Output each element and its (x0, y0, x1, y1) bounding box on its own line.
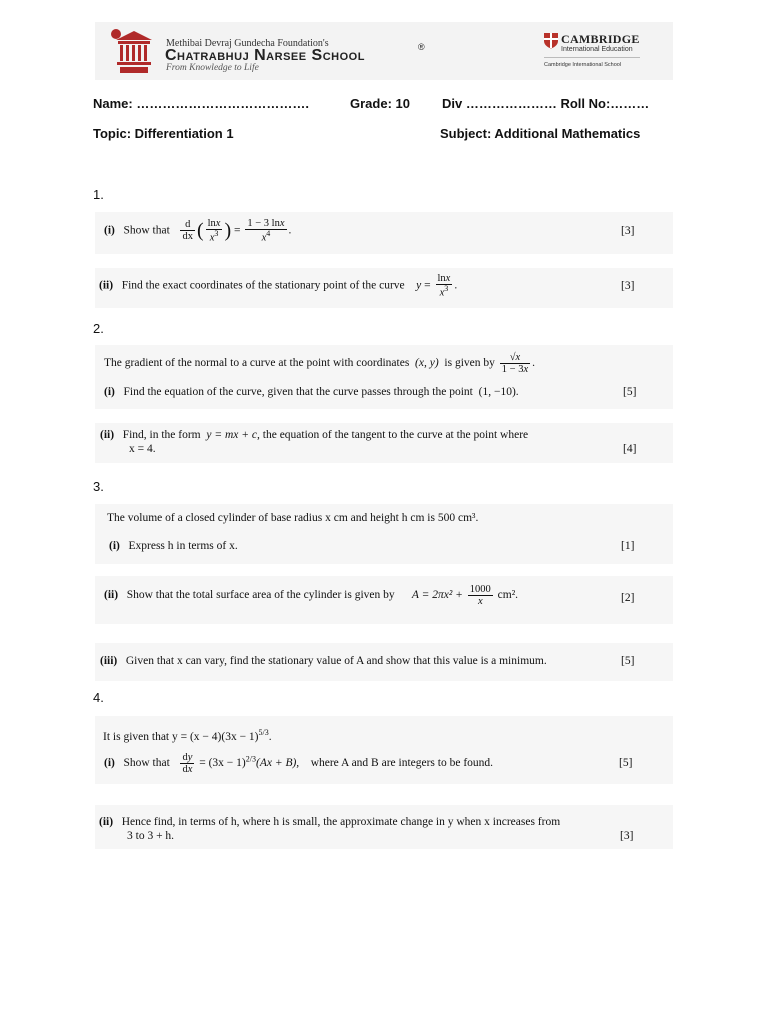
intro-exponent: 5/3 (258, 728, 269, 737)
school-emblem-icon (108, 28, 160, 76)
foundation-name: Methibai Devraj Gundecha Foundation's (166, 38, 329, 49)
question-4-number: 4. (93, 690, 104, 705)
question-4-intro: It is given that $y = (x - 4)(3x - 1)^{5/3}$. (103, 728, 272, 743)
school-name: Chatrabhuj Narsee School (165, 47, 365, 64)
question-2-i-marks: [5] (623, 386, 637, 398)
registered-mark: ® (418, 42, 425, 52)
question-2-number: 2. (93, 321, 104, 336)
part-label: (i) (109, 540, 120, 552)
derivative-operator: $\frac{d}{dx}$ (182, 219, 193, 243)
formula-unit: cm². (497, 589, 519, 602)
fraction-lnx-over-x3: $\frac{\ln x}{x^3}$ (207, 218, 221, 244)
intro-text: It is given that y = (x − 4)(3x − 1) (103, 730, 259, 743)
fraction-1000-over-x: $\frac{1000}{x}$ (469, 584, 491, 608)
part-text: Hence find, in terms of h, where h is small, the approximate change in y when x increases from (121, 816, 561, 828)
intro-tail: is given by (444, 357, 495, 370)
grade-field: Grade: 10 (350, 96, 410, 111)
question-3-part-iii (100, 655, 547, 667)
question-4-part-ii-line-2: 3 to 3 + h. (127, 830, 175, 842)
question-1-number: 1. (93, 187, 104, 202)
part-point: (1, −10). (478, 386, 519, 398)
question-2-part-i (104, 386, 519, 398)
part-label: (i) (104, 224, 115, 237)
part-label: (i) (104, 386, 115, 398)
part-text: Express h in terms of x. (128, 540, 238, 552)
part-label: (iii) (100, 655, 118, 667)
equation-part: = (3x − 1) (199, 757, 246, 770)
cambridge-shield-icon (543, 32, 559, 49)
question-1-i-marks: [3] (621, 225, 635, 237)
part-form: y = mx + c, (206, 429, 260, 441)
question-4-i-marks: [5] (619, 757, 633, 769)
fraction-curve: $\frac{\ln x}{x^3}$ (437, 273, 451, 299)
topic-field: Topic: Differentiation 1 (93, 126, 234, 141)
fraction-result: $\frac{1 - 3 \ln x}{x^4}$ (247, 218, 285, 244)
question-3-i-marks: [1] (621, 540, 635, 552)
question-2-ii-marks: [4] (623, 443, 637, 455)
question-3-iii-marks: [5] (621, 655, 635, 667)
school-tagline: From Knowledge to Life (166, 63, 259, 73)
question-3-intro: The volume of a closed cylinder of base radius x cm and height h cm is 500 cm³. (107, 512, 479, 524)
part-label: (ii) (104, 589, 119, 602)
question-1-part-i: (i) Show that $\frac{d}{dx}$ ( $\frac{\ln x}{x^3}$ ) = $\frac{1 - 3 \ln x}{x^4}$ . (104, 218, 292, 244)
part-text: Show that the total surface area of the cylinder is given by (126, 589, 395, 602)
part-label: (ii) (100, 429, 115, 441)
question-3-number: 3. (93, 479, 104, 494)
part-text: Show that (123, 757, 170, 770)
cambridge-subtitle: International Education (561, 46, 633, 53)
part-text: Find the exact coordinates of the stationary point of the curve (121, 279, 405, 292)
equation-exponent: 2/3 (245, 754, 256, 764)
part-label: (ii) (99, 279, 114, 292)
question-2-part-ii-line-2: x = 4. (129, 443, 156, 455)
subject-field: Subject: Additional Mathematics (440, 126, 641, 141)
question-3-part-ii (104, 584, 518, 607)
name-field: Name: …………………………………. (93, 96, 309, 111)
part-label: (i) (104, 757, 115, 770)
intro-coords: (x, y) (415, 357, 439, 370)
question-1-ii-marks: [3] (621, 280, 635, 292)
part-text-2: the equation of the tangent to the curve at the point where (262, 429, 529, 441)
part-text: Given that x can vary, find the stationary value of A and show that this value is a minimum. (125, 655, 547, 667)
part-text: Find the equation of the curve, given that the curve passes through the point (123, 386, 473, 398)
question-3-ii-marks: [2] (621, 592, 635, 604)
question-2-intro: The gradient of the normal to a curve at the point with coordinates (x, y) is given by $\frac{√x}{1 - 3x}$ . (104, 352, 535, 376)
question-1-part-ii: (ii) Find the exact coordinates of the stationary point of the curve y = $\frac{\ln x}{x^3}$ . (99, 273, 458, 299)
question-4-part-ii (99, 816, 560, 828)
part-text: Find, in the form (122, 429, 201, 441)
cambridge-divider (544, 57, 640, 58)
cambridge-name: CAMBRIDGE (561, 32, 640, 46)
question-2-part-ii (100, 429, 528, 441)
intro-text: The gradient of the normal to a curve at the point with coordinates (104, 357, 410, 370)
question-3-part-i (109, 540, 238, 552)
cambridge-school-label: Cambridge International School (544, 62, 622, 68)
part-label: (ii) (99, 816, 114, 828)
fraction-dy-dx: $\frac{dy}{dx}$ (182, 752, 193, 776)
part-text-2: where A and B are integers to be found. (310, 757, 494, 770)
fraction-gradient: $\frac{√x}{1 - 3x}$ (501, 352, 529, 376)
equation-part-2: (Ax + B), (255, 757, 300, 770)
formula-part-a: A = 2πx² + (411, 589, 463, 602)
question-4-part-i (104, 752, 493, 775)
part-text: Show that (123, 224, 170, 237)
question-4-ii-marks: [3] (620, 830, 634, 842)
div-roll-field: Div ………………… Roll No:……… (442, 96, 650, 111)
